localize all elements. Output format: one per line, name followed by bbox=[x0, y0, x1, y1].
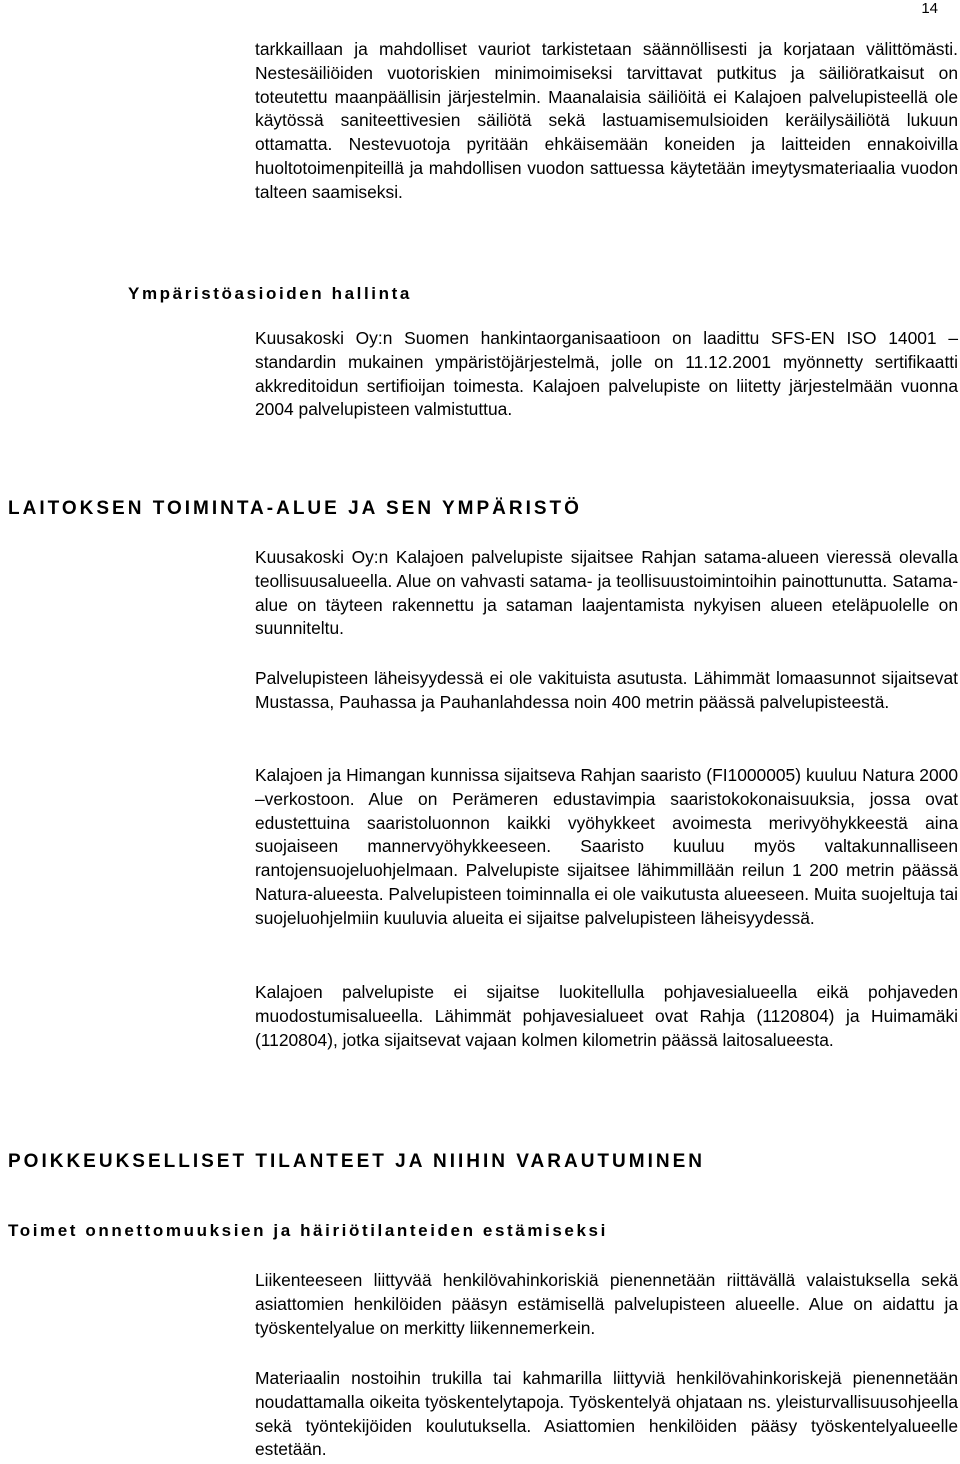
exceptional-situations-paragraph-1: Liikenteeseen liittyvää henkilövahinkoriskiä pienennetään riittävällä valaistuksella sekä asiattomien henkilöiden pääsyn estämisellä palvelupisteen alueelle. Alue on aidattu ja työskentelyalue on merkitty liikennemerkein. bbox=[255, 1270, 958, 1338]
environmental-management-paragraph: Kuusakoski Oy:n Suomen hankintaorganisaatioon on laadittu SFS-EN ISO 14001 –standardin mukainen ympäristöjärjestelmä, jolle on 11.12.2001 myönnetty sertifikaatti akkreditoidun sertifioijan toimesta. Kalajoen palvelupiste on liitetty järjestelmään vuonna 2004 palvelupisteen valmistuttua. bbox=[255, 328, 958, 420]
facility-area-paragraph-3: Kalajoen ja Himangan kunnissa sijaitseva Rahjan saaristo (FI1000005) kuuluu Natura 2000 –verkostoon. Alue on Perämeren edustavimpia saaristokokonaisuuksia, jossa ovat edustettuina saaristoluonnon kaikki vyöhykkeet avoimesta merivyöhykkeestä aina suojaiseen mannervyöhykkeeseen. Saaristo kuuluu myös valtakunnalliseen rantojensuojeluohjelmaan. Palvelupiste sijaitsee lähimmillään reilun 1 200 metrin päässä Natura-alueesta. Palvelupisteen toiminnalla ei ole vaikutusta alueeseen. Muita suojeltuja tai suojeluohjelmiin kuuluvia alueita ei sijaitse palvelupisteen läheisyydessä. bbox=[255, 765, 958, 928]
exceptional-situations-paragraph-2: Materiaalin nostoihin trukilla tai kahmarilla liittyviä henkilövahinkoriskejä pienennetään noudattamalla oikeita työskentelytapoja. Työskentelyä ohjataan ns. yleisturvallisuusohjeella sekä työntekijöiden koulutuksella. Asiattomien henkilöiden pääsy työskentelyalueelle estetään. bbox=[255, 1368, 958, 1460]
section-heading-exceptional-situations: POIKKEUKSELLISET TILANTEET JA NIIHIN VARAUTUMINEN bbox=[8, 1151, 705, 1172]
facility-area-paragraph-2: Palvelupisteen läheisyydessä ei ole vakituista asutusta. Lähimmät lomaasunnot sijaitsevat Mustassa, Pauhassa ja Pauhanlahdessa noin 400 metrin päässä palvelupisteestä. bbox=[255, 668, 958, 712]
page-number: 14 bbox=[921, 0, 938, 17]
intro-paragraph: tarkkaillaan ja mahdolliset vauriot tarkistetaan säännöllisesti ja korjataan välittömästi. Nestesäiliöiden vuotoriskien minimoimiseksi tarvittavat putkitus ja säiliöratkaisut on toteutettu maanpäällisin järjestelmin. Maanalaisia säiliöitä ei Kalajoen palvelupisteellä ole käytössä saniteettivesien säiliötä sekä lastuamisemulsioiden keräilysäiliötä lukuun ottamatta. Nestevuotoja pyritään ehkäisemään koneiden ja laitteiden ennakoivilla huoltotoimenpiteillä ja mahdollisen vuodon sattuessa käytetään imeytysmateriaalia vuodon talteen saamiseksi. bbox=[255, 39, 958, 202]
facility-area-paragraph-1: Kuusakoski Oy:n Kalajoen palvelupiste sijaitsee Rahjan satama-alueen vieressä olevalla teollisuusalueella. Alue on vahvasti satama- ja teollisuustoimintoihin painottunutta. Satama-alue on täyteen rakennettu ja sataman laajentamista nykyisen alueen eteläpuolelle on suunniteltu. bbox=[255, 547, 958, 639]
section-heading-environmental-management: Ympäristöasioiden hallinta bbox=[128, 284, 412, 303]
section-heading-facility-area: LAITOKSEN TOIMINTA-ALUE JA SEN YMPÄRISTÖ bbox=[8, 498, 582, 519]
facility-area-paragraph-4: Kalajoen palvelupiste ei sijaitse luokitellulla pohjavesialueella eikä pohjaveden muodostumisalueella. Lähimmät pohjavesialueet ovat Rahja (1120804) ja Huimamäki (1120804), jotka sijaitsevat vajaan kolmen kilometrin päässä laitosalueesta. bbox=[255, 982, 958, 1050]
subsection-heading-accident-prevention: Toimet onnettomuuksien ja häiriötilanteiden estämiseksi bbox=[8, 1221, 608, 1240]
